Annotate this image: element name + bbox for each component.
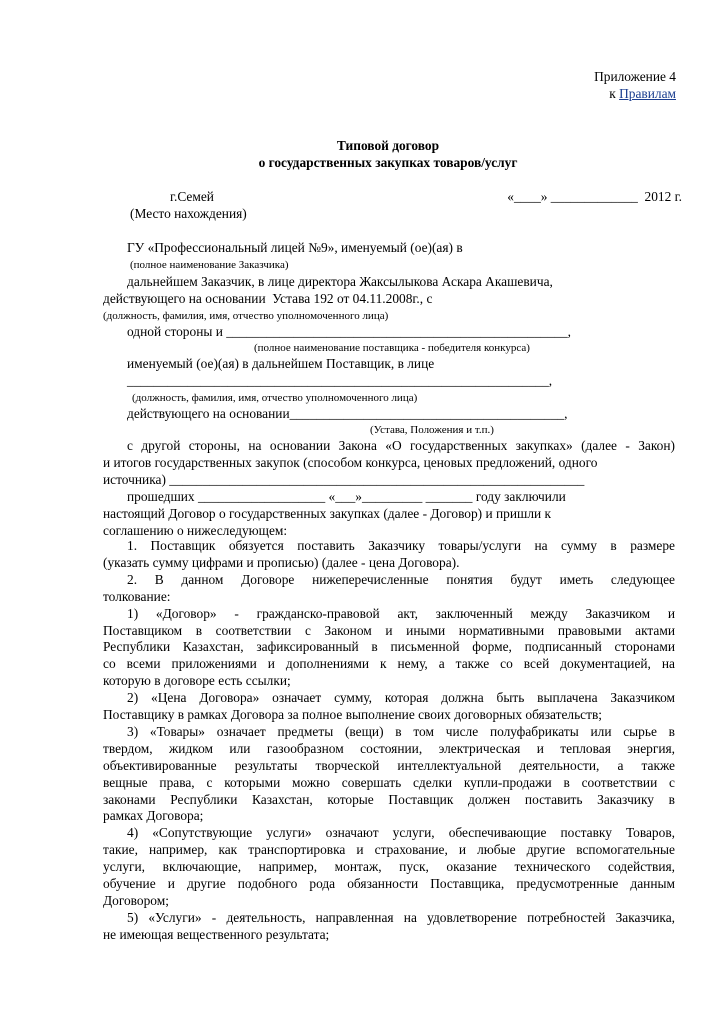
body-line: 3) «Товары» означает предметы (вещи) в том числе полуфабрикаты или сырье в xyxy=(127,723,675,739)
body-line: твердом, жидком или газообразном состоянии, электрическая и тепловая энергия, xyxy=(103,740,675,756)
place-caption: (Место нахождения) xyxy=(130,206,247,221)
body-line: такие, например, как транспортировка и страхование, и любые другие вспомогательные xyxy=(103,842,675,858)
body-line: объективированные результаты творческой интеллектуальной деятельности, а также xyxy=(103,757,675,773)
body-line: 1) «Договор» - гражданско-правовой акт, заключенный между Заказчиком и xyxy=(127,605,675,621)
supplier-basis-line: действующего на основании_________________________________________, xyxy=(127,406,568,421)
body-line: не имеющая вещественного результата; xyxy=(103,926,330,942)
body-line: законами Республики Казахстан, которые Поставщик должен поставить Заказчику в xyxy=(103,791,675,807)
supplier-named-line: именуемый (ое)(ая) в дальнейшем Поставщик, в лице xyxy=(127,356,435,371)
body-line: обучение и другие подобного рода обязанности Поставщика, предусмотренные данным xyxy=(103,876,675,891)
body-line: Поставщику в рамках Договора за полное выполнение своих договорных обязательств; xyxy=(103,707,603,722)
body-line: 5) «Услуги» - деятельность, направленная на удовлетворение потребностей Заказчика, xyxy=(127,909,675,925)
body-line: которую в договоре есть ссылки; xyxy=(103,673,291,689)
body-line: вещные права, с которыми можно совершать сделки купли-продажи в соответствии с xyxy=(103,774,675,790)
procurement-results-line: и итогов государственных закупок (способом конкурса, ценовых предложений, одного xyxy=(103,455,598,470)
body-line: 2. В данном Договоре нижеперечисленные понятия будут иметь следующее xyxy=(127,571,675,587)
customer-caption: (полное наименование Заказчика) xyxy=(130,259,289,271)
contract-date: «____» _____________ 2012 г. xyxy=(507,189,682,204)
body-line: со всеми приложениями и дополнениями к нему, а также со всей документацией, на xyxy=(103,656,675,672)
law-basis-line: с другой стороны, на основании Закона «О государственных закупках» (далее - Закон) xyxy=(127,438,675,453)
body-line: 2) «Цена Договора» означает сумму, которая должна быть выплачена Заказчиком xyxy=(127,690,675,706)
body-line: Поставщиком в соответствии с Законом и иными нормативными правовыми актами xyxy=(103,622,675,638)
customer-representative-caption: (должность, фамилия, имя, отчество уполномоченного лица) xyxy=(103,310,389,322)
agreement-line: настоящий Договор о государственных закупках (далее - Договор) и пришли к xyxy=(103,506,552,521)
supplier-caption: (полное наименование поставщика - победителя конкурса) xyxy=(254,342,530,354)
rules-link[interactable]: Правилам xyxy=(619,86,676,101)
body-line: рамках Договора; xyxy=(103,808,204,824)
appendix-prefix: к xyxy=(609,86,620,101)
body-line: толкование: xyxy=(103,588,171,604)
supplier-representative-blank: _______________________________________________________________, xyxy=(127,373,553,388)
customer-director-line: дальнейшем Заказчик, в лице директора Жаксылыкова Аскара Акашевича, xyxy=(127,274,553,289)
single-source-line: источника) ______________________________________________________________ xyxy=(103,472,585,487)
appendix-reference xyxy=(609,86,676,102)
document-subtitle: о государственных закупках товаров/услуг xyxy=(258,155,518,170)
conducted-line: прошедших ___________________ «___»_________ _______ году заключили xyxy=(127,489,566,504)
place-city: г.Семей xyxy=(170,189,214,204)
supplier-representative-caption: (должность, фамилия, имя, отчество уполномоченного лица) xyxy=(132,392,418,404)
body-line: 1. Поставщик обязуется поставить Заказчику товары/услуги на сумму в размере xyxy=(127,538,675,553)
body-line: Республики Казахстан, зафиксированный в письменной форме, подписанный сторонами xyxy=(103,639,675,655)
appendix-label: Приложение 4 xyxy=(594,69,676,84)
agreement-intro-line: соглашению о нижеследующем: xyxy=(103,523,288,538)
body-line: Договором; xyxy=(103,892,169,908)
document-title: Типовой договор xyxy=(336,138,440,153)
body-line: услуги, включающие, например, монтаж, пуск, оказание технического содействия, xyxy=(103,859,675,875)
customer-line: ГУ «Профессиональный лицей №9», именуемый (ое)(ая) в xyxy=(127,240,463,255)
supplier-line: одной стороны и ___________________________________________________, xyxy=(127,324,572,339)
supplier-basis-caption: (Устава, Положения и т.п.) xyxy=(370,424,494,436)
body-line: (указать сумму цифрами и прописью) (далее - цена Договора). xyxy=(103,554,460,570)
customer-basis-line: действующего на основании Устава 192 от 04.11.2008г., с xyxy=(103,291,433,306)
body-line: 4) «Сопутствующие услуги» означают услуги, обеспечивающие поставку Товаров, xyxy=(127,825,675,841)
